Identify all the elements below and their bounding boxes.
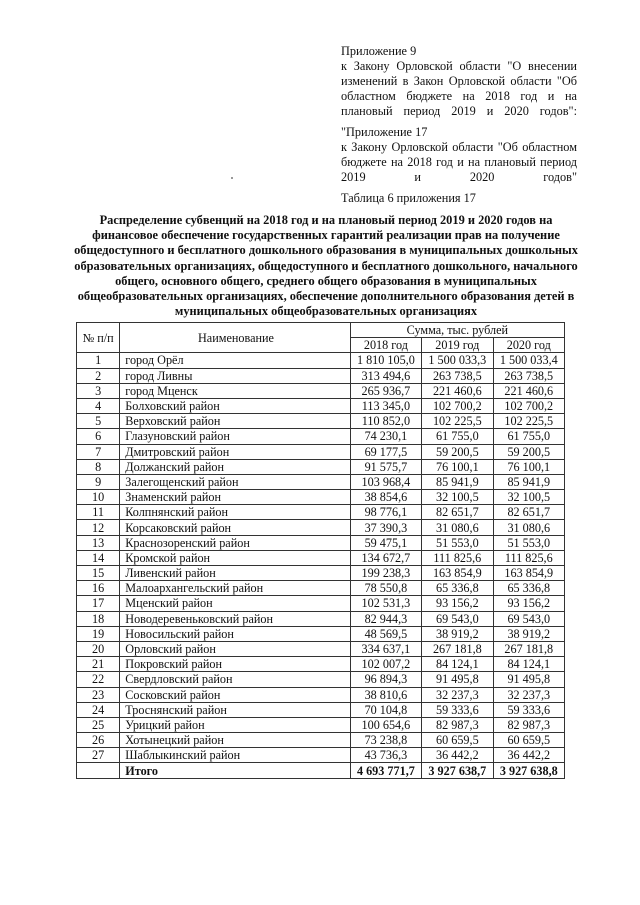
row-number: 17 (77, 596, 120, 611)
row-name: Хотынецкий район (120, 733, 350, 748)
value-2018: 73 238,8 (350, 733, 421, 748)
value-2018: 70 104,8 (350, 702, 421, 717)
table-row (77, 702, 565, 717)
value-2019: 267 181,8 (422, 641, 493, 656)
row-number: 23 (77, 687, 120, 702)
value-2020: 85 941,9 (493, 474, 564, 489)
value-2020: 111 825,6 (493, 550, 564, 565)
row-name: Троснянский район (120, 702, 350, 717)
row-name: Болховский район (120, 398, 350, 413)
appendix-header (341, 44, 577, 206)
value-2018: 4 693 771,7 (350, 763, 421, 778)
row-name: Колпнянский район (120, 505, 350, 520)
value-2019: 59 333,6 (422, 702, 493, 717)
value-2018: 59 475,1 (350, 535, 421, 550)
value-2019: 3 927 638,7 (422, 763, 493, 778)
table-row (77, 641, 565, 656)
value-2018: 113 345,0 (350, 398, 421, 413)
value-2019: 93 156,2 (422, 596, 493, 611)
row-number: 26 (77, 733, 120, 748)
row-name: Краснозоренский район (120, 535, 350, 550)
value-2020: 163 854,9 (493, 566, 564, 581)
table-row (77, 429, 565, 444)
row-number: 19 (77, 626, 120, 641)
scan-artifact (231, 177, 233, 179)
table-row (77, 444, 565, 459)
row-number: 14 (77, 550, 120, 565)
row-number: 10 (77, 490, 120, 505)
row-number: 1 (77, 353, 120, 368)
table-row (77, 505, 565, 520)
value-2020: 59 200,5 (493, 444, 564, 459)
table-row (77, 566, 565, 581)
row-number: 2 (77, 368, 120, 383)
value-2018: 78 550,8 (350, 581, 421, 596)
row-number: 6 (77, 429, 120, 444)
value-2019: 61 755,0 (422, 429, 493, 444)
total-row (77, 763, 565, 778)
value-2019: 60 659,5 (422, 733, 493, 748)
value-2019: 263 738,5 (422, 368, 493, 383)
row-name: Покровский район (120, 657, 350, 672)
table-row (77, 748, 565, 763)
table-row (77, 398, 565, 413)
value-2020: 3 927 638,8 (493, 763, 564, 778)
value-2020: 60 659,5 (493, 733, 564, 748)
row-name: Итого (120, 763, 350, 778)
value-2020: 65 336,8 (493, 581, 564, 596)
value-2018: 313 494,6 (350, 368, 421, 383)
value-2018: 103 968,4 (350, 474, 421, 489)
row-number: 27 (77, 748, 120, 763)
value-2019: 163 854,9 (422, 566, 493, 581)
value-2020: 76 100,1 (493, 459, 564, 474)
value-2019: 221 460,6 (422, 383, 493, 398)
row-number: 24 (77, 702, 120, 717)
value-2018: 100 654,6 (350, 717, 421, 732)
value-2019: 85 941,9 (422, 474, 493, 489)
table-row (77, 581, 565, 596)
value-2019: 31 080,6 (422, 520, 493, 535)
header-2018: 2018 год (350, 338, 421, 353)
row-name: город Орёл (120, 353, 350, 368)
value-2020: 32 100,5 (493, 490, 564, 505)
row-number: 4 (77, 398, 120, 413)
table-row (77, 626, 565, 641)
table-row (77, 596, 565, 611)
value-2020: 36 442,2 (493, 748, 564, 763)
law-reference: к Закону Орловской области "О внесении изменений в Закон Орловской области "Об областном бюджете на 2018 год и на плановый период 2019 и 2020 годов": (341, 59, 577, 118)
value-2019: 38 919,2 (422, 626, 493, 641)
row-number (77, 763, 120, 778)
subsidies-table (76, 322, 565, 779)
row-name: Дмитровский район (120, 444, 350, 459)
table-row (77, 672, 565, 687)
value-2020: 221 460,6 (493, 383, 564, 398)
row-name: город Ливны (120, 368, 350, 383)
row-name: Свердловский район (120, 672, 350, 687)
row-number: 25 (77, 717, 120, 732)
table-row (77, 611, 565, 626)
value-2019: 91 495,8 (422, 672, 493, 687)
value-2020: 91 495,8 (493, 672, 564, 687)
row-number: 9 (77, 474, 120, 489)
value-2019: 65 336,8 (422, 581, 493, 596)
row-name: Мценский район (120, 596, 350, 611)
row-number: 5 (77, 414, 120, 429)
table-row (77, 368, 565, 383)
value-2020: 61 755,0 (493, 429, 564, 444)
value-2018: 48 569,5 (350, 626, 421, 641)
value-2019: 82 987,3 (422, 717, 493, 732)
value-2019: 1 500 033,3 (422, 353, 493, 368)
table-body (77, 353, 565, 778)
row-name: Глазуновский район (120, 429, 350, 444)
value-2018: 43 736,3 (350, 748, 421, 763)
value-2019: 84 124,1 (422, 657, 493, 672)
value-2020: 31 080,6 (493, 520, 564, 535)
value-2019: 82 651,7 (422, 505, 493, 520)
value-2018: 134 672,7 (350, 550, 421, 565)
header-2019: 2019 год (422, 338, 493, 353)
value-2020: 82 651,7 (493, 505, 564, 520)
value-2019: 36 442,2 (422, 748, 493, 763)
value-2018: 334 637,1 (350, 641, 421, 656)
row-number: 7 (77, 444, 120, 459)
table-row (77, 383, 565, 398)
value-2019: 59 200,5 (422, 444, 493, 459)
table-row (77, 550, 565, 565)
table-row (77, 717, 565, 732)
row-number: 13 (77, 535, 120, 550)
row-name: Должанский район (120, 459, 350, 474)
document-title: Распределение субвенций на 2018 год и на плановый период 2019 и 2020 годов на финансовое обеспечение государственных гарантий реализации прав на получение общедоступного и бесплатного дошкольного образования в муниципальных дошкольных образовательных организациях, общедоступного и бесплатного дошкольного, начального общего, основного общего, среднего общего образования в муниципальных общеобразовательных организациях, обеспечение дополнительного образования детей в муниципальных общеобразовательных организациях (74, 213, 578, 319)
row-number: 22 (77, 672, 120, 687)
value-2018: 74 230,1 (350, 429, 421, 444)
value-2018: 102 007,2 (350, 657, 421, 672)
value-2020: 93 156,2 (493, 596, 564, 611)
table-row (77, 490, 565, 505)
table-row (77, 353, 565, 368)
row-name: Новодеревеньковский район (120, 611, 350, 626)
row-number: 3 (77, 383, 120, 398)
row-name: Знаменский район (120, 490, 350, 505)
table-row (77, 687, 565, 702)
value-2018: 110 852,0 (350, 414, 421, 429)
row-name: Урицкий район (120, 717, 350, 732)
value-2019: 51 553,0 (422, 535, 493, 550)
row-name: Залегощенский район (120, 474, 350, 489)
header-number: № п/п (77, 323, 120, 353)
table-row (77, 474, 565, 489)
row-name: Верховский район (120, 414, 350, 429)
row-name: Корсаковский район (120, 520, 350, 535)
value-2018: 69 177,5 (350, 444, 421, 459)
table-row (77, 520, 565, 535)
value-2019: 32 100,5 (422, 490, 493, 505)
value-2018: 102 531,3 (350, 596, 421, 611)
nested-law-reference: к Закону Орловской области "Об областном бюджете на 2018 год и на плановый период 2019 и 2020 годов" (341, 140, 577, 184)
value-2020: 32 237,3 (493, 687, 564, 702)
table-reference: Таблица 6 приложения 17 (341, 191, 476, 205)
table-row (77, 414, 565, 429)
value-2018: 265 936,7 (350, 383, 421, 398)
value-2018: 91 575,7 (350, 459, 421, 474)
table-row (77, 733, 565, 748)
row-number: 8 (77, 459, 120, 474)
value-2020: 69 543,0 (493, 611, 564, 626)
value-2018: 98 776,1 (350, 505, 421, 520)
value-2020: 82 987,3 (493, 717, 564, 732)
table-row (77, 535, 565, 550)
value-2019: 32 237,3 (422, 687, 493, 702)
value-2020: 38 919,2 (493, 626, 564, 641)
value-2018: 38 810,6 (350, 687, 421, 702)
value-2020: 267 181,8 (493, 641, 564, 656)
value-2020: 102 225,5 (493, 414, 564, 429)
value-2019: 102 700,2 (422, 398, 493, 413)
value-2020: 84 124,1 (493, 657, 564, 672)
row-name: Ливенский район (120, 566, 350, 581)
row-number: 18 (77, 611, 120, 626)
value-2018: 199 238,3 (350, 566, 421, 581)
value-2020: 51 553,0 (493, 535, 564, 550)
value-2018: 38 854,6 (350, 490, 421, 505)
value-2020: 263 738,5 (493, 368, 564, 383)
nested-appendix-number: "Приложение 17 (341, 125, 428, 139)
row-number: 16 (77, 581, 120, 596)
value-2019: 102 225,5 (422, 414, 493, 429)
header-sum-group: Сумма, тыс. рублей (350, 323, 564, 338)
row-name: Сосковский район (120, 687, 350, 702)
row-number: 20 (77, 641, 120, 656)
row-name: город Мценск (120, 383, 350, 398)
value-2019: 111 825,6 (422, 550, 493, 565)
value-2019: 69 543,0 (422, 611, 493, 626)
row-number: 12 (77, 520, 120, 535)
value-2018: 82 944,3 (350, 611, 421, 626)
value-2020: 1 500 033,4 (493, 353, 564, 368)
value-2020: 102 700,2 (493, 398, 564, 413)
table-row (77, 459, 565, 474)
row-name: Шаблыкинский район (120, 748, 350, 763)
row-number: 21 (77, 657, 120, 672)
header-name: Наименование (120, 323, 350, 353)
table-row (77, 657, 565, 672)
value-2020: 59 333,6 (493, 702, 564, 717)
row-name: Малоархангельский район (120, 581, 350, 596)
appendix-number: Приложение 9 (341, 44, 417, 58)
value-2018: 96 894,3 (350, 672, 421, 687)
row-number: 15 (77, 566, 120, 581)
header-2020: 2020 год (493, 338, 564, 353)
value-2018: 37 390,3 (350, 520, 421, 535)
row-name: Новосильский район (120, 626, 350, 641)
value-2018: 1 810 105,0 (350, 353, 421, 368)
row-number: 11 (77, 505, 120, 520)
row-name: Орловский район (120, 641, 350, 656)
value-2019: 76 100,1 (422, 459, 493, 474)
row-name: Кромской район (120, 550, 350, 565)
